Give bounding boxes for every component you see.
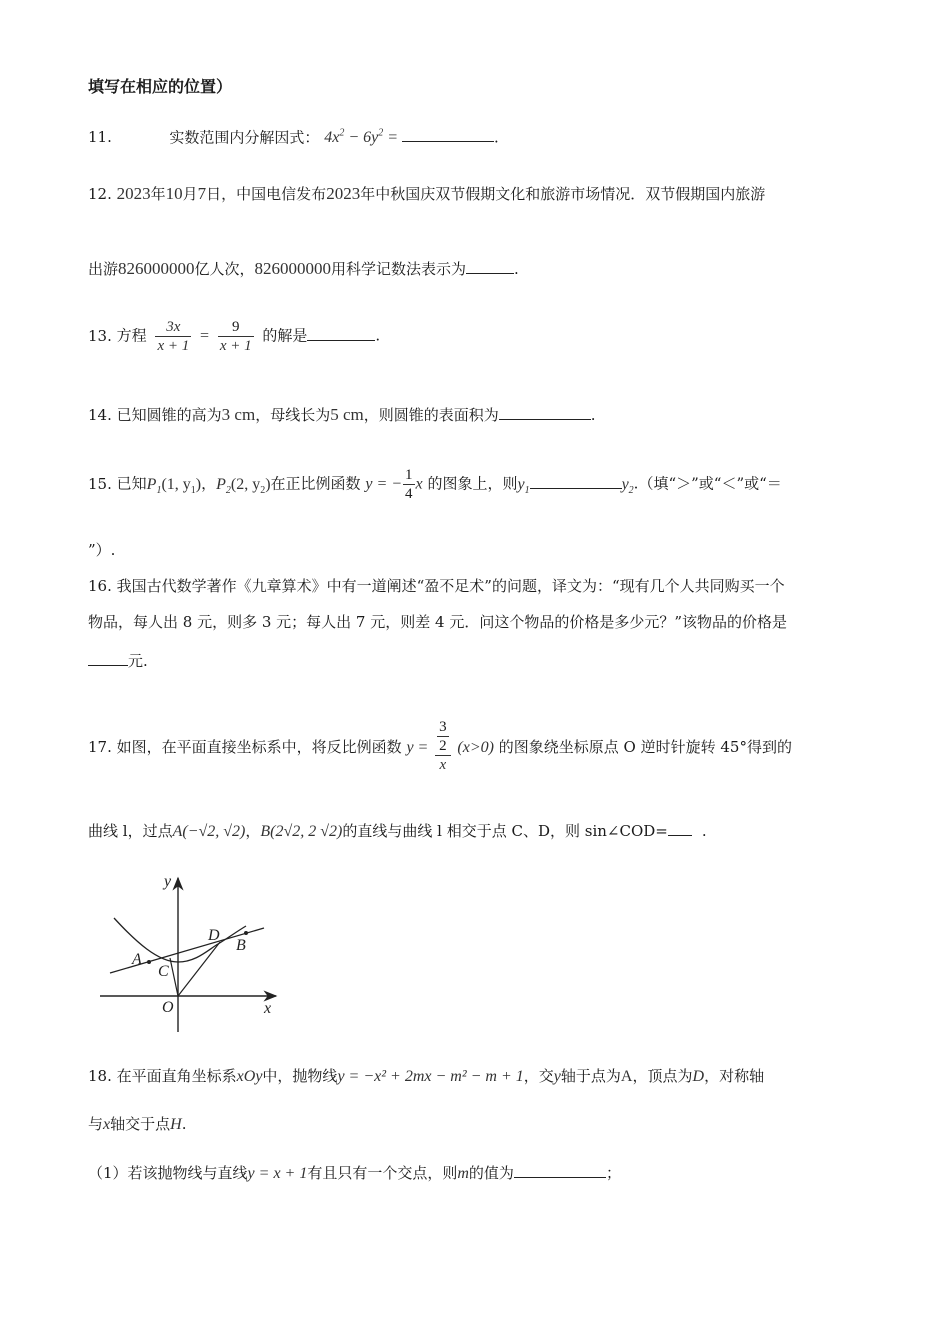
point-a-label: A	[132, 951, 142, 968]
answer-blank[interactable]	[466, 258, 514, 274]
question-16-line-3: 元.	[88, 650, 148, 671]
axis-x-label: x	[264, 1000, 272, 1017]
point-b-dot	[244, 931, 248, 935]
question-18-part-1: （1）若该抛物线与直线y = x + 1有且只有一个交点，则m的值为 ；	[88, 1164, 621, 1182]
math-expression: $4x^2 - 6y^2$ =	[324, 128, 403, 147]
question-14: 14. 已知圆锥的高为3 cm，母线长为5 cm，则圆锥的表面积为 .	[88, 405, 596, 424]
point-c-label: C	[158, 963, 169, 980]
question-number: 18.	[88, 1067, 112, 1085]
question-number: 13.	[88, 326, 112, 345]
answer-blank[interactable]	[88, 650, 128, 666]
compound-fraction: $\frac{\frac{3}{2}}{x}$	[435, 718, 451, 774]
question-13: 13. 方程 $\frac{3x}{x + 1}$ = $\frac{9}{x + 1}$ 的解是 .	[88, 319, 381, 354]
question-text: 实数范围内分解因式：	[169, 128, 320, 147]
question-number: 15.	[88, 474, 112, 493]
answer-blank[interactable]	[402, 126, 494, 142]
question-number: 14.	[88, 406, 112, 424]
point-b-label: B	[236, 937, 246, 954]
question-17-line-1: 17. 如图，在平面直接坐标系中，将反比例函数 y = $\frac{\frac{3}{2}}{x}$ (x>0) 的图象绕坐标原点 O 逆时针旋转 45°得到的	[88, 719, 792, 773]
point-a-dot	[147, 960, 151, 964]
question-number: 12.	[88, 185, 112, 203]
question-12-line-2: 出游826000000亿人次，826000000用科学记数法表示为 .	[88, 259, 519, 278]
section-title: 填写在相应的位置）	[88, 77, 233, 96]
question-15-cont: ”）.	[88, 541, 116, 559]
answer-blank[interactable]	[514, 1162, 606, 1178]
question-17-line-2: 曲线 l，过点A(−√2, √2)，B(2√2, 2 √2)的直线与曲线 l 相交于点 C、D，则 sin∠COD= .	[88, 822, 707, 840]
question-number: 16.	[88, 577, 112, 595]
segment-oc	[170, 958, 178, 996]
segment-od	[178, 942, 220, 996]
question-16-line-2: 物品，每人出 8 元，则多 3 元；每人出 7 元，则差 4 元．问这个物品的价格是多少元？”该物品的价格是	[88, 613, 787, 631]
question-16-line-1: 16. 我国古代数学著作《九章算术》中有一道阐述“盈不足术”的问题，译文为：“现有几个人共同购买一个	[88, 577, 785, 595]
fraction: $\frac{1}{4}$	[405, 467, 413, 502]
answer-blank[interactable]	[668, 820, 692, 836]
point-d-label: D	[208, 927, 220, 944]
axis-y-label: y	[164, 873, 172, 890]
question-12-line-1: 12. 2023年10月7日，中国电信发布2023年中秋国庆双节假期文化和旅游市场情况．双节假期国内旅游	[88, 184, 766, 203]
answer-blank[interactable]	[499, 404, 591, 420]
coordinate-figure	[96, 870, 286, 1040]
question-18-line-2: 与x轴交于点H.	[88, 1115, 187, 1133]
fraction: $\frac{9}{x + 1}$	[219, 319, 252, 354]
question-18-line-1: 18. 在平面直角坐标系xOy中，抛物线y = −x² + 2mx − m² − m + 1，交y轴于点为A，顶点为D，对称轴	[88, 1067, 765, 1085]
answer-blank[interactable]	[307, 325, 375, 341]
answer-blank[interactable]	[530, 473, 622, 489]
origin-label: O	[162, 999, 174, 1016]
question-11: 11. 实数范围内分解因式： $4x^2 - 6y^2$ = .	[88, 128, 499, 147]
question-number: 11.	[88, 128, 112, 147]
fraction: $\frac{3x}{x + 1}$	[157, 319, 190, 354]
question-number: 17.	[88, 738, 112, 756]
question-15: 15. 已知$P_1(1$, $y_1$)，$P_2(2$, $y_2$)在正比例函数 y = − $\frac{1}{4}$ x 的图象上，则$y_1$ $y_2$.（填“＞”或“＜”或“＝	[88, 467, 782, 502]
